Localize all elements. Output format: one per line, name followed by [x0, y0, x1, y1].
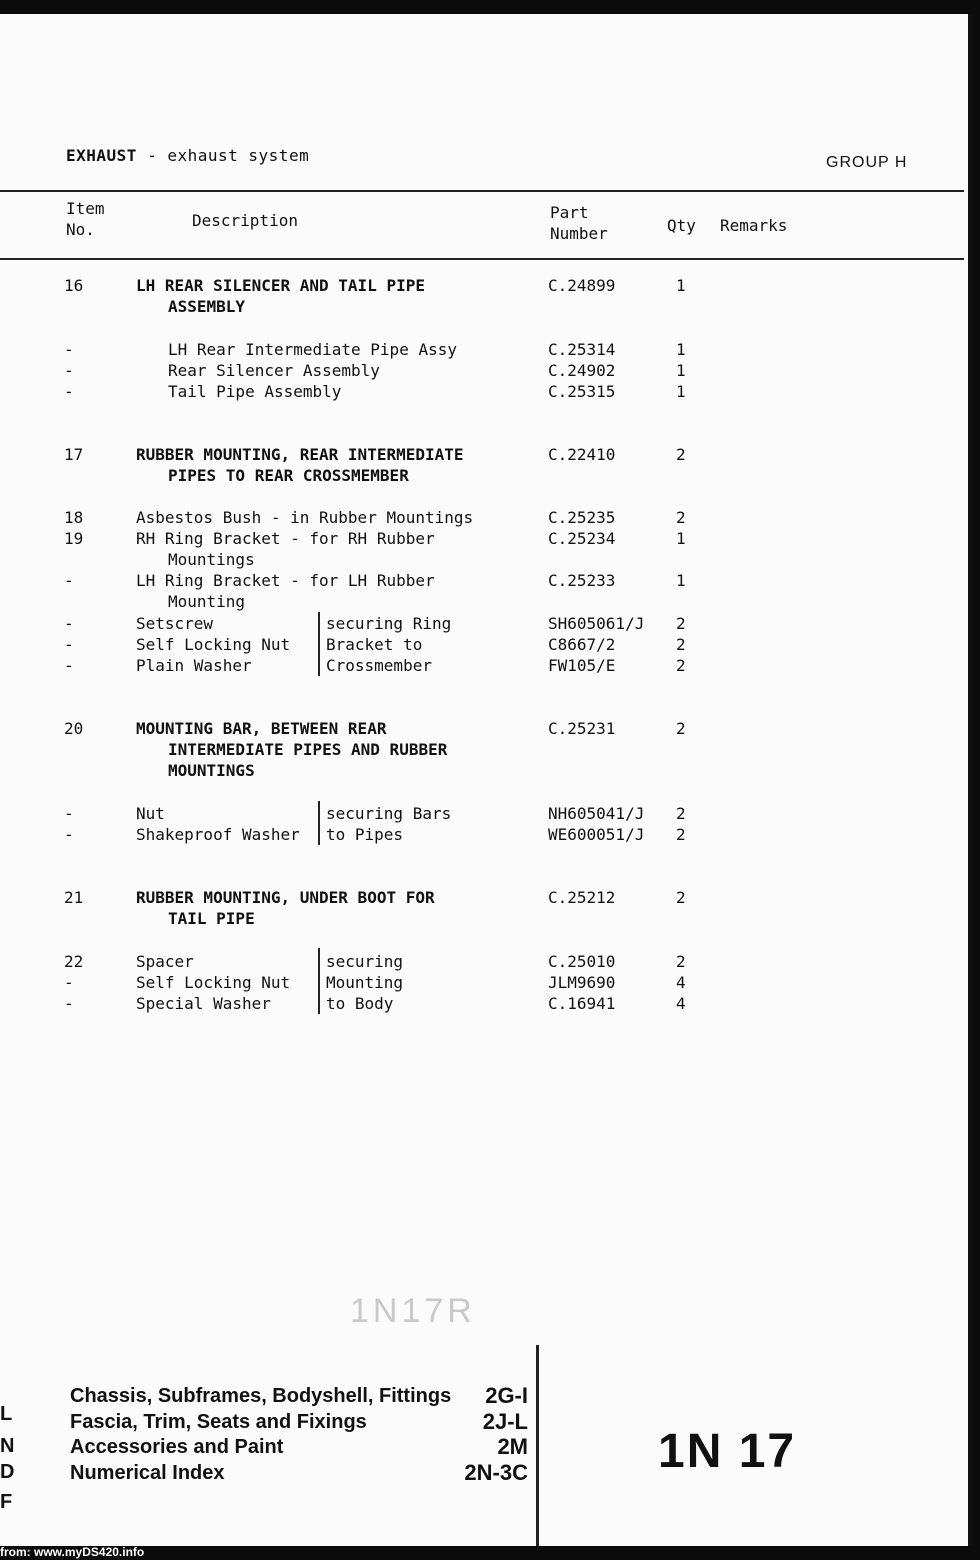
side-letter: D: [0, 1461, 15, 1483]
item-description: Shakeproof Washer: [136, 825, 300, 844]
col-header-remarks: Remarks: [720, 216, 788, 235]
top-rule: [0, 190, 964, 192]
col-header-part: [550, 202, 608, 244]
col-header-qty: Qty: [667, 216, 696, 235]
item-qty: 2: [676, 888, 686, 907]
item-qty: 1: [676, 382, 686, 401]
item-description: LH Rear Intermediate Pipe Assy: [168, 340, 457, 359]
item-qty: 4: [676, 973, 686, 992]
part-number: C.25212: [548, 888, 616, 907]
item-description: Asbestos Bush - in Rubber Mountings: [136, 508, 474, 527]
item-qty: 2: [676, 952, 686, 971]
item-number: -: [64, 614, 74, 633]
item-number: -: [64, 656, 74, 675]
item-description: ASSEMBLY: [168, 297, 246, 316]
item-qty: 2: [676, 719, 686, 738]
item-number: 16: [64, 276, 84, 295]
item-number: -: [64, 825, 74, 844]
item-qty: 2: [676, 508, 686, 527]
part-number: SH605061/J: [548, 614, 645, 633]
col-part-line1: Part: [550, 203, 589, 222]
item-number: -: [64, 635, 74, 654]
item-number: -: [64, 973, 74, 992]
item-note: to Body: [326, 994, 394, 1013]
group-bracket: [318, 612, 320, 676]
side-letter: N: [0, 1435, 15, 1457]
part-number: WE600051/J: [548, 825, 645, 844]
footer-index-panel: [0, 1345, 539, 1546]
footer-index: [0, 1345, 968, 1546]
item-number: -: [64, 994, 74, 1013]
item-qty: 2: [676, 635, 686, 654]
col-item-line1: Item: [66, 199, 105, 218]
source-credit: from: www.myDS420.info: [0, 1545, 145, 1559]
item-description: Nut: [136, 804, 165, 823]
item-qty: 1: [676, 276, 686, 295]
part-number: C.25235: [548, 508, 616, 527]
group-bracket: [318, 948, 320, 1014]
item-number: 17: [64, 445, 84, 464]
item-note: securing Bars: [326, 804, 452, 823]
item-number: -: [64, 571, 74, 590]
item-number: 22: [64, 952, 84, 971]
group-label: GROUP H: [826, 154, 908, 171]
index-code: 2J-L: [482, 1409, 528, 1434]
page-title: [66, 146, 309, 165]
index-label: Fascia, Trim, Seats and Fixings: [70, 1411, 367, 1433]
item-description: TAIL PIPE: [168, 909, 255, 928]
item-description: Plain Washer: [136, 656, 252, 675]
item-qty: 1: [676, 571, 686, 590]
item-qty: 1: [676, 361, 686, 380]
item-description: Tail Pipe Assembly: [168, 382, 342, 401]
item-qty: 4: [676, 994, 686, 1013]
item-description: RH Ring Bracket - for RH Rubber: [136, 529, 435, 548]
index-code: 2M: [497, 1434, 528, 1459]
part-number: C.25010: [548, 952, 616, 971]
header-rule: [0, 258, 964, 260]
item-qty: 1: [676, 529, 686, 548]
item-description: Self Locking Nut: [136, 635, 291, 654]
item-number: 20: [64, 719, 84, 738]
item-number: -: [64, 804, 74, 823]
part-number: C.25231: [548, 719, 616, 738]
part-number: C.24899: [548, 276, 616, 295]
item-number: -: [64, 361, 74, 380]
item-qty: 2: [676, 445, 686, 464]
handwritten-mark: 1N17R: [350, 1292, 476, 1330]
index-label: Chassis, Subframes, Bodyshell, Fittings: [70, 1385, 452, 1407]
part-number: C.25234: [548, 529, 616, 548]
item-description: RUBBER MOUNTING, UNDER BOOT FOR: [136, 888, 435, 907]
item-description: Setscrew: [136, 614, 214, 633]
item-number: 18: [64, 508, 84, 527]
item-note: Mounting: [326, 973, 404, 992]
item-description: INTERMEDIATE PIPES AND RUBBER: [168, 740, 448, 759]
index-code: 2G-I: [485, 1383, 528, 1408]
item-description: LH Ring Bracket - for LH Rubber: [136, 571, 435, 590]
item-number: 19: [64, 529, 84, 548]
part-number: JLM9690: [548, 973, 616, 992]
item-number: -: [64, 340, 74, 359]
part-number: C.16941: [548, 994, 616, 1013]
col-part-line2: Number: [550, 224, 608, 243]
part-number: C.24902: [548, 361, 616, 380]
part-number: C8667/2: [548, 635, 616, 654]
side-letter: F: [0, 1491, 13, 1513]
group-bracket: [318, 801, 320, 845]
col-item-line2: No.: [66, 220, 95, 239]
item-description: Special Washer: [136, 994, 271, 1013]
item-note: to Pipes: [326, 825, 404, 844]
item-description: Self Locking Nut: [136, 973, 291, 992]
section-name: EXHAUST: [66, 146, 137, 165]
item-number: 21: [64, 888, 84, 907]
item-description: Mounting: [168, 592, 246, 611]
part-number: C.25314: [548, 340, 616, 359]
item-note: securing: [326, 952, 404, 971]
item-description: Mountings: [168, 550, 255, 569]
index-code: 2N-3C: [464, 1460, 528, 1485]
item-qty: 2: [676, 614, 686, 633]
item-description: MOUNTINGS: [168, 761, 255, 780]
item-note: securing Ring: [326, 614, 452, 633]
part-number: C.25233: [548, 571, 616, 590]
part-number: NH605041/J: [548, 804, 645, 823]
side-letter: L: [0, 1403, 13, 1425]
item-qty: 2: [676, 656, 686, 675]
item-description: PIPES TO REAR CROSSMEMBER: [168, 466, 409, 485]
page-code: 1N 17: [658, 1425, 797, 1478]
index-label: Numerical Index: [70, 1462, 225, 1484]
item-description: LH REAR SILENCER AND TAIL PIPE: [136, 276, 425, 295]
item-qty: 2: [676, 804, 686, 823]
col-header-description: Description: [192, 211, 298, 230]
item-qty: 2: [676, 825, 686, 844]
part-number: FW105/E: [548, 656, 616, 675]
item-qty: 1: [676, 340, 686, 359]
col-header-item: [66, 198, 105, 240]
index-label: Accessories and Paint: [70, 1436, 284, 1458]
item-description: Spacer: [136, 952, 194, 971]
part-number: C.22410: [548, 445, 616, 464]
item-description: RUBBER MOUNTING, REAR INTERMEDIATE: [136, 445, 464, 464]
item-description: Rear Silencer Assembly: [168, 361, 380, 380]
item-number: -: [64, 382, 74, 401]
section-subtitle: - exhaust system: [147, 146, 310, 165]
item-description: MOUNTING BAR, BETWEEN REAR: [136, 719, 387, 738]
item-note: Crossmember: [326, 656, 432, 675]
item-note: Bracket to: [326, 635, 423, 654]
catalogue-page: [0, 14, 972, 1546]
part-number: C.25315: [548, 382, 616, 401]
